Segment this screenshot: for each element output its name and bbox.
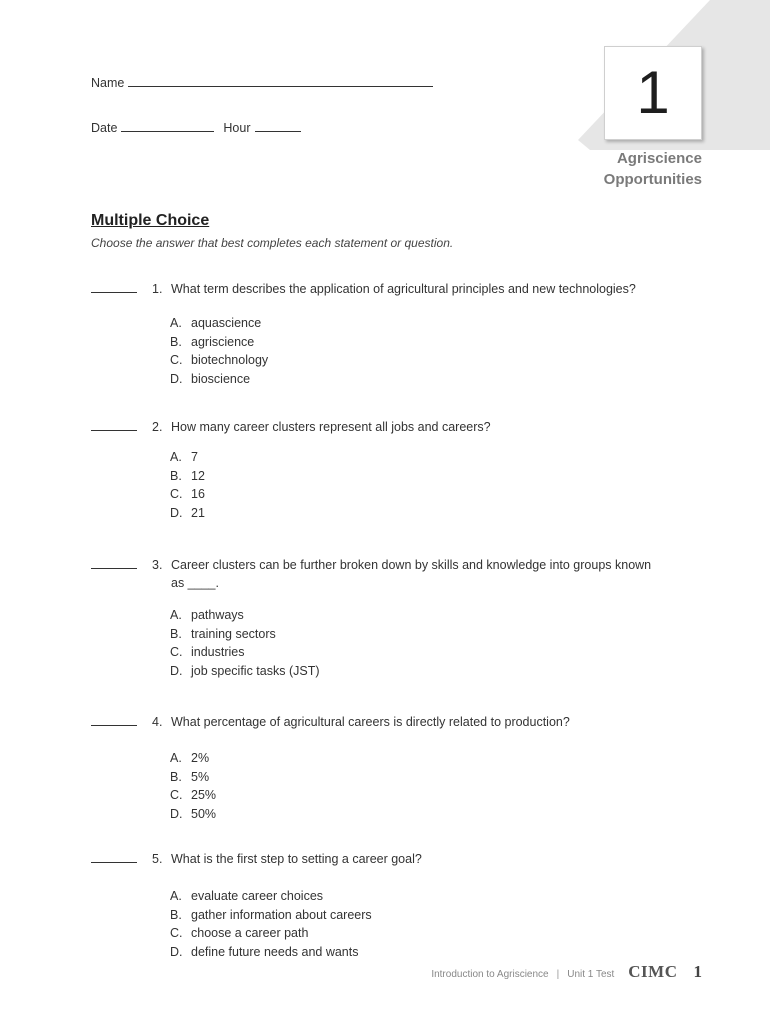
answer-option: B. 12 — [170, 468, 205, 483]
answer-option: C. choose a career path — [170, 926, 309, 940]
answer-option: C. industries — [170, 645, 245, 659]
answer-list — [170, 887, 691, 961]
date-field[interactable] — [121, 130, 214, 132]
unit-title-line1: Agriscience — [616, 150, 702, 167]
answer-option: D. 21 — [170, 505, 205, 520]
footer-brand: CIMC — [628, 962, 678, 981]
footer-separator: | — [556, 969, 560, 980]
answer-option: A. 7 — [170, 450, 198, 464]
question-number: 1. — [152, 282, 163, 296]
page-number: 1 — [693, 962, 702, 981]
question-text: What percentage of agricultural careers is directly related to production? — [171, 715, 570, 729]
name-label: Name — [91, 76, 125, 90]
answer-option: B. 5% — [170, 769, 210, 784]
question-text: Career clusters can be further broken down by skills and knowledge into groups known as ____. — [171, 558, 652, 590]
answer-blank[interactable] — [91, 418, 137, 431]
question-3 — [91, 556, 691, 680]
answer-list — [170, 606, 691, 680]
question-number: 3. — [152, 558, 163, 572]
answer-blank[interactable] — [91, 850, 137, 863]
unit-title-line2: Opportunities — [603, 171, 702, 188]
answer-option: C. 16 — [170, 487, 205, 501]
date-hour-row — [91, 121, 301, 135]
question-text: What is the first step to setting a career goal? — [171, 852, 422, 866]
name-field[interactable] — [128, 85, 433, 87]
answer-option: A. aquascience — [170, 316, 262, 330]
answer-option: D. 50% — [170, 806, 217, 821]
question-1 — [91, 280, 691, 388]
answer-option: A. evaluate career choices — [170, 889, 324, 903]
question-number: 5. — [152, 852, 163, 866]
question-4 — [91, 713, 691, 823]
unit-number: 1 — [636, 59, 670, 126]
answer-blank[interactable] — [91, 280, 137, 293]
answer-option: D. job specific tasks (JST) — [170, 663, 320, 678]
question-text: What term describes the application of agricultural principles and new technologies? — [171, 282, 636, 296]
question-5 — [91, 850, 691, 961]
answer-list — [170, 314, 691, 388]
answer-blank[interactable] — [91, 556, 137, 569]
question-number: 2. — [152, 420, 163, 434]
section-instructions: Choose the answer that best completes each statement or question. — [91, 236, 454, 250]
answer-blank[interactable] — [91, 713, 137, 726]
answer-option: C. biotechnology — [170, 353, 269, 367]
answer-option: C. 25% — [170, 788, 217, 802]
answer-option: A. 2% — [170, 751, 210, 765]
footer-test: Unit 1 Test — [567, 969, 615, 980]
answer-option: D. define future needs and wants — [170, 944, 359, 959]
date-label: Date — [91, 121, 118, 135]
unit-number-box — [604, 46, 702, 140]
answer-list — [170, 749, 691, 823]
answer-option: A. pathways — [170, 608, 244, 622]
unit-title — [604, 148, 702, 190]
question-text: How many career clusters represent all jobs and careers? — [171, 420, 491, 434]
answer-option: B. training sectors — [170, 626, 276, 641]
answer-option: B. gather information about careers — [170, 907, 372, 922]
answer-option: B. agriscience — [170, 334, 255, 349]
answer-option: D. bioscience — [170, 371, 251, 386]
footer-course: Introduction to Agriscience — [431, 969, 549, 980]
hour-label: Hour — [223, 121, 251, 135]
question-2 — [91, 418, 691, 522]
hour-field[interactable] — [255, 130, 301, 132]
section-heading: Multiple Choice — [91, 212, 210, 229]
page-footer — [431, 962, 702, 982]
name-row — [91, 76, 433, 90]
answer-list — [170, 448, 691, 522]
question-number: 4. — [152, 715, 163, 729]
